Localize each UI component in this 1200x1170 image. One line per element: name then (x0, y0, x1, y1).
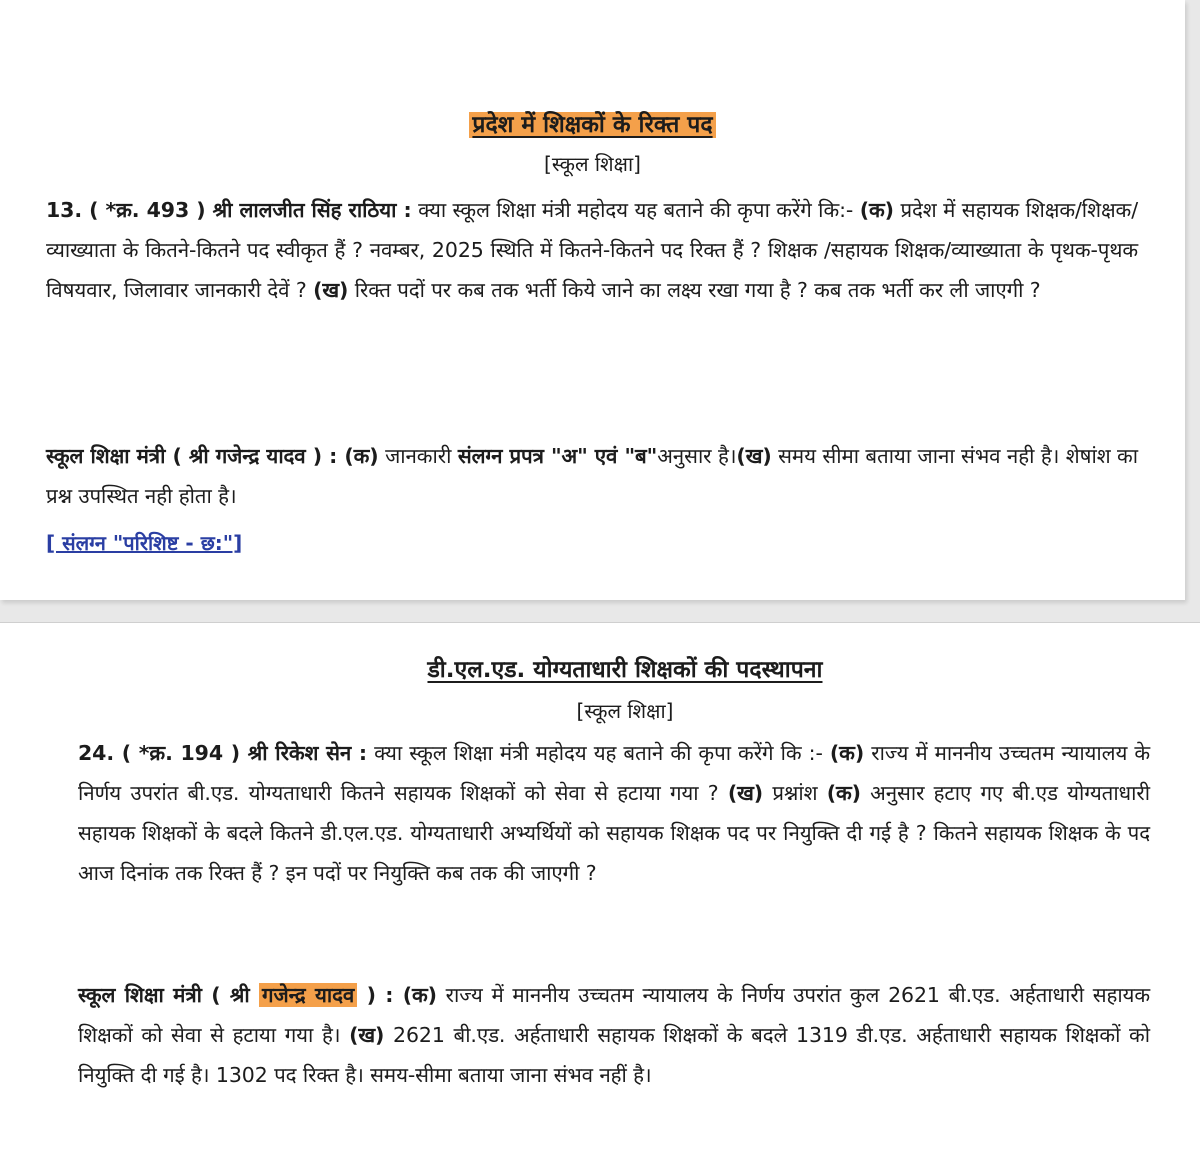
question-13-mark-kha: (ख) (313, 278, 349, 302)
answer-24-part-2: 2621 बी.एड. अर्हताधारी सहायक शिक्षकों के बदले 1319 डी.एड. अर्हताधारी सहायक शिक्षकों को नियुक्ति दी गई है। 1302 पद रिक्त है। समय-सीमा बताया जाना संभव नहीं है। (78, 1023, 1150, 1087)
answer-24-mark-ka: (क) (393, 983, 437, 1007)
question-24-prefix: 24. ( *क्र. 194 ) श्री रिकेश सेन : (78, 741, 368, 765)
question-13-part-1: क्या स्कूल शिक्षा मंत्री महोदय यह बताने की कृपा करेंगे कि:- (411, 198, 860, 222)
document-page-bottom (0, 622, 1200, 1170)
answer-13-part-3: समय सीमा बताया जाना संभव नही है। शेषांश का प्रश्न उपस्थित नही होता है। (46, 444, 1138, 508)
attachment-link[interactable]: [ संलग्न "परिशिष्ट - छ:"] (46, 531, 243, 555)
question-24-text (78, 733, 1150, 893)
question-13-prefix: 13. ( *क्र. 493 ) श्री लालजीत सिंह राठिया : (46, 198, 412, 222)
answer-13-part-2: अनुसार है। (657, 444, 737, 468)
question-13-mark-ka: (क) (859, 198, 894, 222)
question-13-department: [स्कूल शिक्षा] (544, 152, 641, 176)
question-13-answer (46, 436, 1138, 516)
answer-13-attachment-ref: संलग्न प्रपत्र "अ" एवं "ब" (457, 444, 658, 468)
answer-13-minister: स्कूल शिक्षा मंत्री ( श्री गजेन्द्र यादव ) : (46, 444, 338, 468)
question-24-mark-kha: (ख) (727, 781, 764, 805)
answer-24-minister-name: गजेन्द्र यादव (259, 983, 357, 1007)
answer-13-part-1: जानकारी (378, 444, 458, 468)
answer-13-mark-kha: (ख) (736, 444, 772, 468)
question-13-heading (0, 108, 1185, 142)
question-24-part-2: राज्य में माननीय उच्चतम न्यायालय के निर्णय उपरांत बी.एड. योग्यताधारी कितने सहायक शिक्षकों को सेवा से हटाया गया ? (78, 741, 1151, 805)
answer-24-minister: स्कूल शिक्षा मंत्री ( श्री (78, 983, 260, 1007)
question-13-part-3: रिक्त पदों पर कब तक भर्ती किये जाने का लक्ष्य रखा गया है ? कब तक भर्ती कर ली जाएगी ? (348, 278, 1041, 302)
question-24-part-3: प्रश्नांश (763, 781, 827, 805)
question-24-mark-ka: (क) (829, 741, 865, 765)
answer-13-mark-ka: (क) (337, 444, 379, 468)
question-13-text (46, 190, 1138, 310)
question-24-part-4: अनुसार हटाए गए बी.एड योग्यताधारी सहायक शिक्षकों के बदले कितने डी.एल.एड. योग्यताधारी अभ्यर्थियों को सहायक शिक्षक पद पर नियुक्ति दी गई है ? कितने सहायक शिक्षक के पद आज दिनांक तक रिक्त हैं ? इन पदों पर नियुक्ति कब तक की जाएगी ? (78, 781, 1150, 885)
question-24-part-1: क्या स्कूल शिक्षा मंत्री महोदय यह बताने की कृपा करेंगे कि :- (367, 741, 830, 765)
question-24-answer (78, 975, 1150, 1095)
answer-24-minister-close: ) : (357, 983, 394, 1007)
answer-24-part-1: राज्य में माननीय उच्चतम न्यायालय के निर्णय उपरांत कुल 2621 बी.एड. अर्हताधारी सहायक शिक्षकों को सेवा से हटाया गया है। (78, 983, 1150, 1047)
question-24-department: [स्कूल शिक्षा] (576, 699, 674, 723)
question-13-part-2: प्रदेश में सहायक शिक्षक/शिक्षक/व्याख्याता के कितने-कितने पद स्वीकृत हैं ? नवम्बर, 2025 स्थिति में कितने-कितने पद रिक्त हैं ? शिक्षक /सहायक शिक्षक/व्याख्याता के पृथक-पृथक विषयवार, जिलावार जानकारी देवें ? (46, 198, 1139, 302)
question-24-mark-ka-2: (क) (826, 781, 861, 805)
question-13-heading-text: प्रदेश में शिक्षकों के रिक्त पद (469, 112, 715, 138)
question-24-heading (50, 653, 1200, 687)
answer-24-mark-kha: (ख) (349, 1023, 385, 1047)
question-24-heading-text: डी.एल.एड. योग्यताधारी शिक्षकों की पदस्थापना (427, 657, 823, 683)
